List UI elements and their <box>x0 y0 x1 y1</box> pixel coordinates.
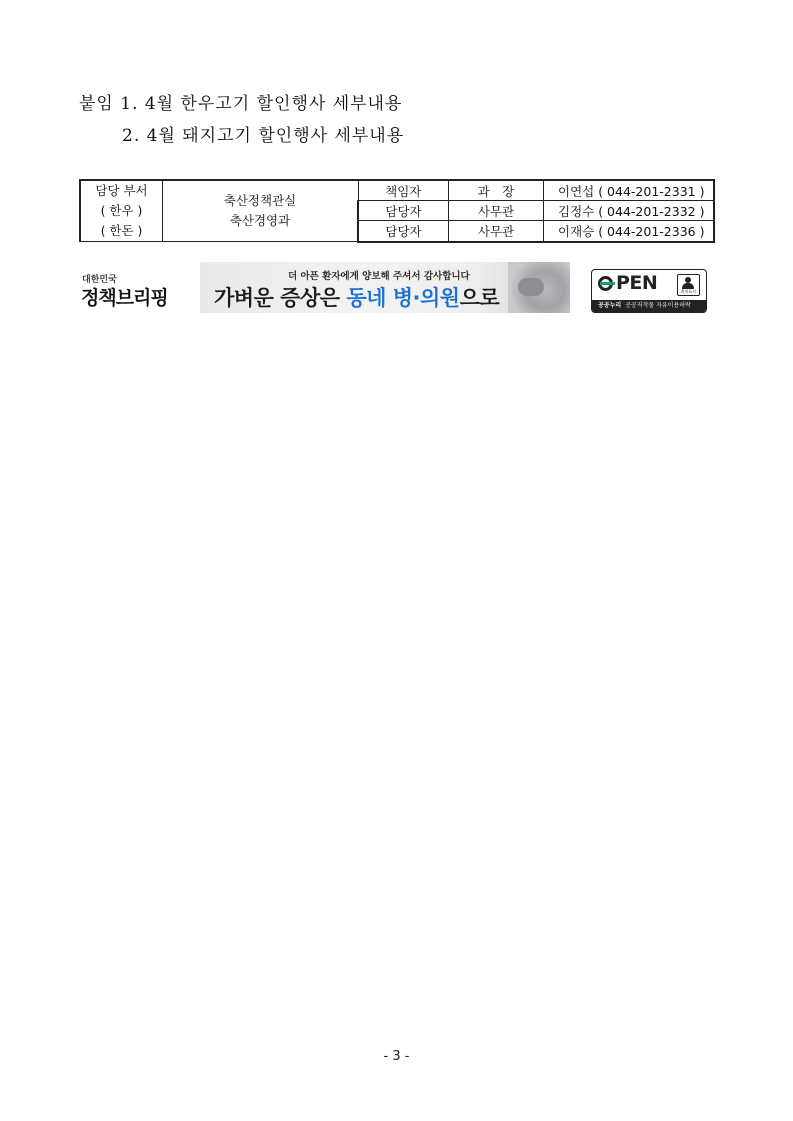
role-cell: 담당자 <box>358 221 449 242</box>
dept-label-handon: ( 한돈 ) <box>100 223 143 238</box>
logo-small-text: 대한민국 <box>82 275 117 285</box>
policy-briefing-logo[interactable] <box>81 272 191 312</box>
banner-headline-highlight: 동네 병·의원 <box>346 286 460 310</box>
type-label: 출처표시 <box>680 289 697 294</box>
role-cell: 책임자 <box>358 180 449 201</box>
attachment-item-2: 2. 4월 돼지고기 할인행사 세부내용 <box>122 126 405 146</box>
role-cell: 담당자 <box>358 201 449 221</box>
title-cell: 사무관 <box>449 221 544 242</box>
hand-image <box>518 278 544 296</box>
attachments-list <box>79 88 404 152</box>
banner-headline <box>214 282 499 312</box>
banner-subtitle: 더 아픈 환자에게 양보해 주셔서 감사합니다 <box>288 271 470 282</box>
attribution-type-icon <box>677 274 700 296</box>
contact-name-cell: 이연섭 ( 044-201-2331 ) <box>544 180 715 201</box>
license-strip-text: 공공저작물 자유이용허락 <box>625 302 691 309</box>
logo-big-text: 정책브리핑 <box>81 287 168 309</box>
banner-photo <box>508 262 570 313</box>
campaign-banner[interactable] <box>200 262 570 313</box>
contact-name-cell: 이재승 ( 044-201-2336 ) <box>544 221 715 242</box>
contact-name-cell: 김정수 ( 044-201-2332 ) <box>544 201 715 221</box>
open-license-badge[interactable] <box>591 269 707 313</box>
open-word: PEN <box>616 272 658 294</box>
department-name-1: 축산정책관실 <box>223 193 297 208</box>
attachment-item-1: 붙임 1. 4월 한우고기 할인행사 세부내용 <box>79 94 403 114</box>
license-strip-label: 공공누리 <box>598 302 622 309</box>
contacts-table <box>79 179 715 243</box>
dept-label-cell <box>80 180 163 242</box>
license-strip <box>592 300 706 312</box>
title-cell: 과 장 <box>449 180 544 201</box>
banner-headline-part1: 가벼운 증상은 <box>214 286 347 310</box>
department-cell <box>163 180 359 242</box>
dept-label-text: 담당 부서 <box>95 183 148 198</box>
open-o-icon <box>598 276 613 291</box>
page-number: - 3 - <box>383 1049 410 1064</box>
title-cell: 사무관 <box>449 201 544 221</box>
banner-headline-part2: 으로 <box>459 286 500 310</box>
table-row <box>80 180 714 201</box>
department-name-2: 축산경영과 <box>229 213 291 228</box>
footer-logos <box>79 262 715 314</box>
dept-label-hanwoo: ( 한우 ) <box>100 203 143 218</box>
